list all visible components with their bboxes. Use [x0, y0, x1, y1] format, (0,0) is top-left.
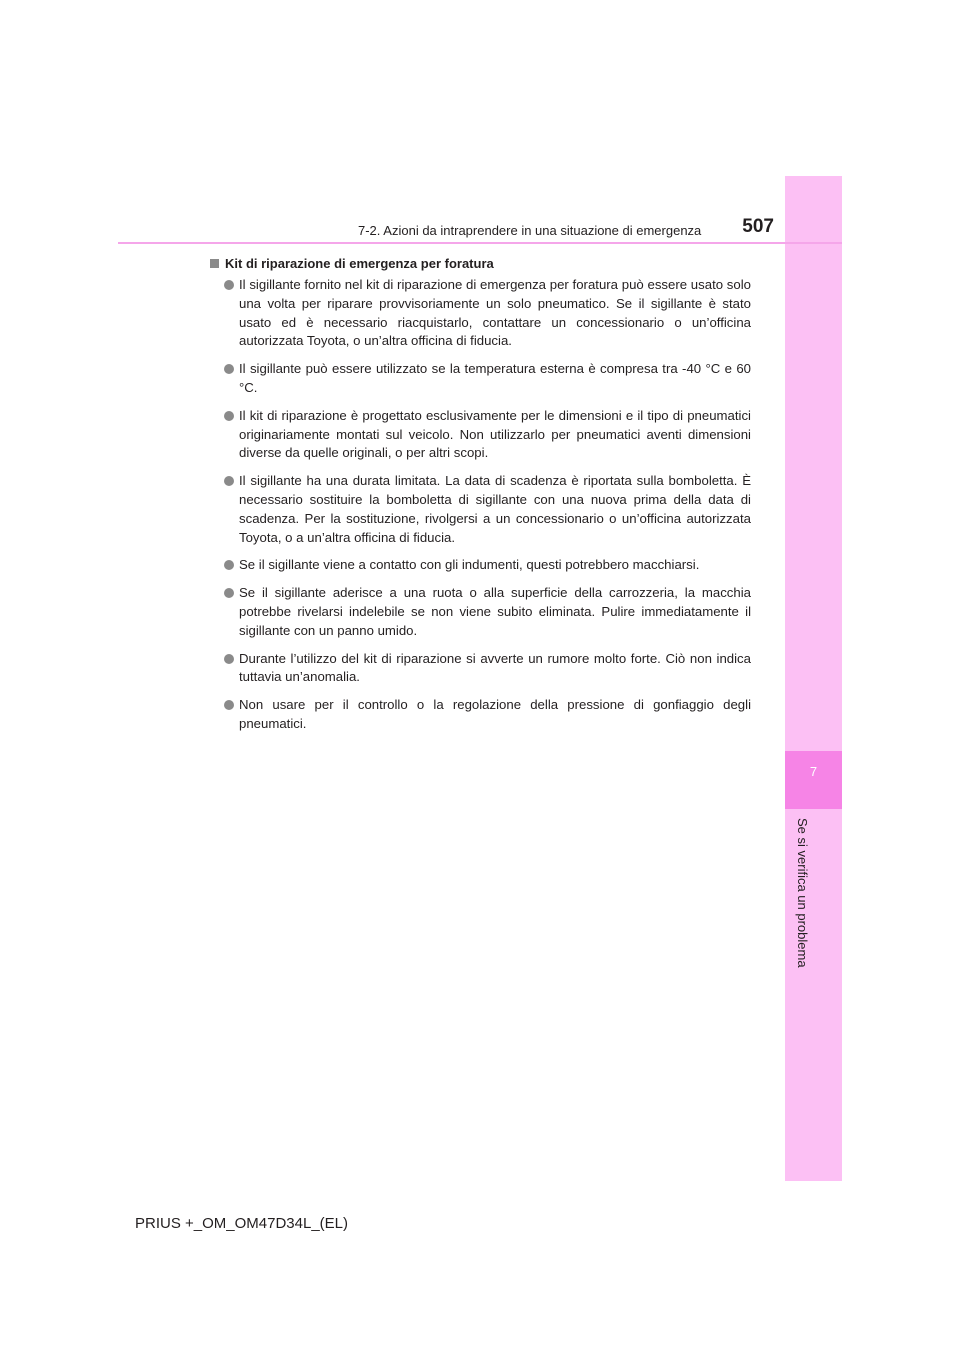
round-bullet-icon — [224, 476, 234, 486]
list-item-text: Se il sigillante aderisce a una ruota o alla superficie della carrozzeria, la macchia potrebbe rivelarsi indelebile se non viene subito eliminata. Pulire immediatamente il sigillante con un panno umido. — [239, 585, 751, 638]
list-item-text: Durante l’utilizzo del kit di riparazione si avverte un rumore molto forte. Ciò non indica tuttavia un’anomalia. — [239, 650, 751, 685]
round-bullet-icon — [224, 280, 234, 290]
list-item-text: Il kit di riparazione è progettato esclusivamente per le dimensioni e il tipo di pneumatici originariamente montati sul veicolo. Non utilizzarlo per pneumatici aventi dimensioni diverse da quelle originali, o per altri scopi. — [239, 407, 751, 461]
square-bullet-icon — [210, 259, 219, 268]
list-item-text: Il sigillante fornito nel kit di riparazione di emergenza per foratura può essere usato solo una volta per riparare provvisoriamente un solo pneumatico. Se il sigillante è stato usato ed è necessario riacquistarlo, contattare un concessionario o un’officina autorizzata Toyota, o un’altra officina di fiducia. — [239, 277, 751, 349]
section-heading — [210, 256, 494, 271]
list-item-text: Non usare per il controllo o la regolazione della pressione di gonfiaggio degli pneumatici. — [239, 697, 751, 731]
list-item-text: Il sigillante ha una durata limitata. La data di scadenza è riportata sulla bomboletta. È necessario sostituire la bomboletta di sigillante con una nuova prima della data di scadenza. Per la sostituzione, rivolgersi a un concessionario o un’officina autorizzata Toyota, o a un’altra officina di fiducia. — [239, 473, 751, 545]
list-item — [222, 650, 751, 688]
list-item — [222, 360, 751, 398]
section-heading-text: Kit di riparazione di emergenza per foratura — [225, 256, 494, 271]
list-item — [222, 556, 751, 575]
bullet-list — [222, 276, 751, 743]
round-bullet-icon — [224, 588, 234, 598]
round-bullet-icon — [224, 560, 234, 570]
list-item — [222, 407, 751, 463]
header-section-title: 7-2. Azioni da intraprendere in una situazione di emergenza — [358, 223, 702, 238]
list-item-text: Il sigillante può essere utilizzato se la temperatura esterna è compresa tra -40 °C e 60 °C. — [239, 361, 751, 395]
list-item — [222, 472, 751, 547]
footer-doc-code: PRIUS +_OM_OM47D34L_(EL) — [135, 1215, 349, 1232]
chapter-number: 7 — [809, 764, 818, 779]
chapter-box — [785, 751, 842, 809]
page-number: 507 — [742, 216, 774, 237]
side-tab — [785, 176, 842, 1181]
header-divider — [118, 242, 842, 244]
chapter-title: Se si verifica un problema — [795, 818, 810, 968]
round-bullet-icon — [224, 654, 234, 664]
round-bullet-icon — [224, 411, 234, 421]
list-item — [222, 276, 751, 351]
round-bullet-icon — [224, 700, 234, 710]
list-item — [222, 584, 751, 640]
list-item-text: Se il sigillante viene a contatto con gli indumenti, questi potrebbero macchiarsi. — [239, 557, 700, 573]
list-item — [222, 696, 751, 734]
round-bullet-icon — [224, 364, 234, 374]
